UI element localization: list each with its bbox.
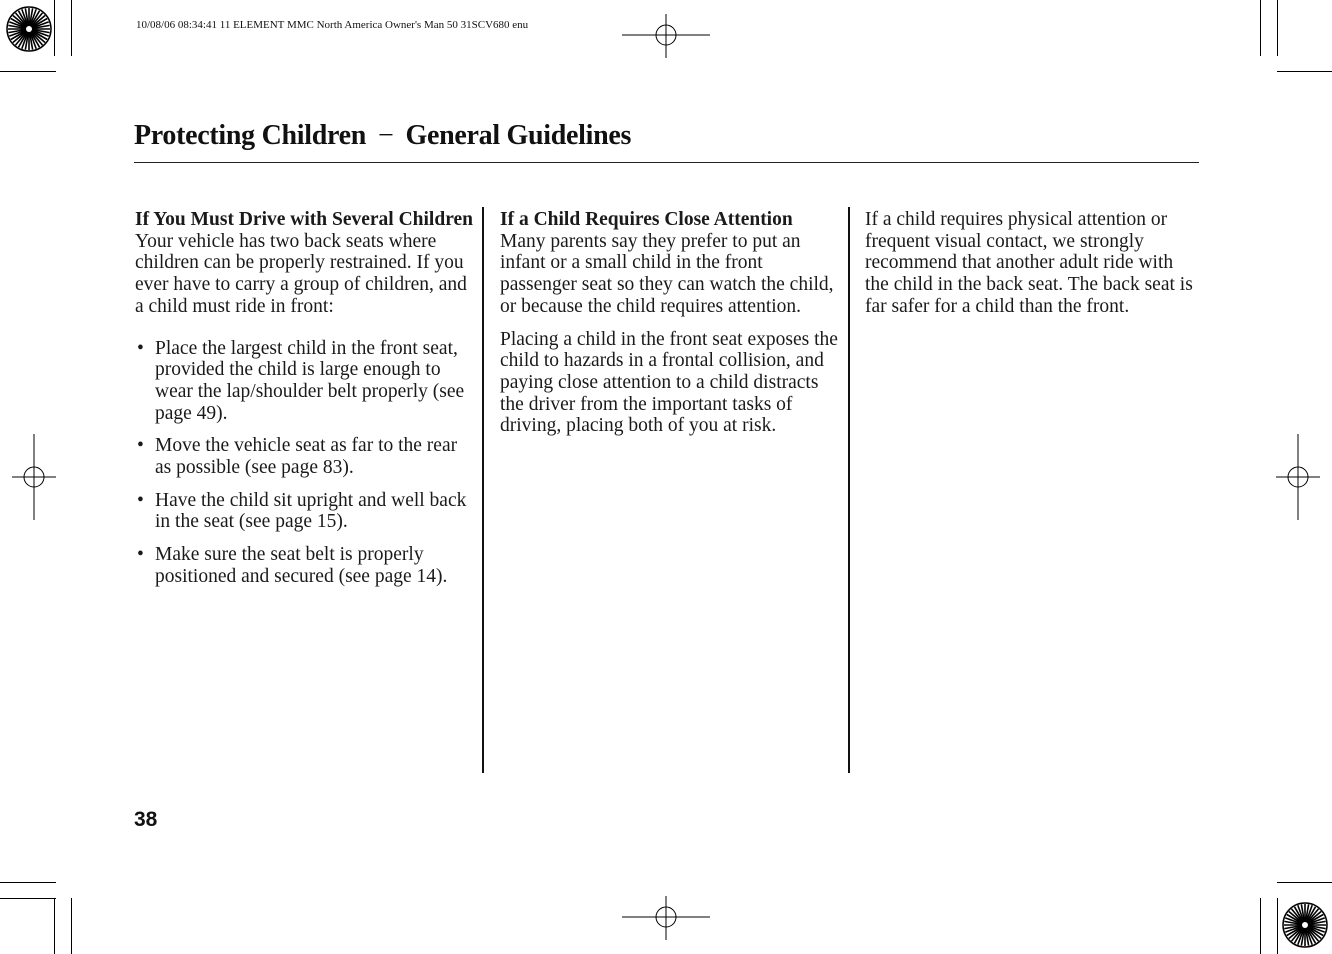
- print-slug: 10/08/06 08:34:41 11 ELEMENT MMC North America Owner's Man 50 31SCV680 enu: [136, 19, 529, 31]
- crop-mark: [0, 882, 56, 883]
- bullet-icon: •: [137, 337, 144, 359]
- title-separator: −: [378, 120, 394, 151]
- crop-mark: [1277, 882, 1332, 883]
- column-close-attention: [500, 209, 838, 448]
- paragraph: Your vehicle has two back seats where children can be properly restrained. If you ever have to carry a group of children, and a child must ride in front:: [135, 230, 467, 317]
- list-item: [135, 544, 475, 587]
- list-item: [135, 338, 475, 425]
- section-heading: If a Child Requires Close Attention: [500, 209, 793, 230]
- section-heading: If You Must Drive with Several Children: [135, 209, 473, 230]
- bullet-list: [135, 338, 475, 588]
- column-several-children: [135, 209, 475, 599]
- list-item-text: Make sure the seat belt is properly positioned and secured (see page 14).: [155, 544, 448, 587]
- crosshair-registration-icon: [622, 896, 710, 940]
- list-item-text: Place the largest child in the front seat, provided the child is large enough to wear the lap/shoulder belt properly (see page 49).: [155, 337, 465, 424]
- crop-mark: [71, 898, 72, 954]
- title-rule: [134, 162, 1199, 163]
- page-number: 38: [134, 808, 158, 831]
- crop-mark: [1277, 71, 1332, 72]
- column-recommendation: [865, 209, 1195, 329]
- crosshair-registration-icon: [622, 14, 710, 58]
- crop-mark: [0, 71, 56, 72]
- crop-mark: [1260, 0, 1261, 56]
- starburst-registration-icon: [4, 4, 54, 54]
- paragraph: If a child requires physical attention or frequent visual contact, we strongly recommend that another adult ride with the child in the back seat. The back seat is far safer for a child than the front.: [865, 209, 1193, 317]
- title-sub: General Guidelines: [405, 120, 632, 151]
- crop-mark: [71, 0, 72, 56]
- list-item-text: Move the vehicle seat as far to the rear as possible (see page 83).: [155, 435, 458, 479]
- bullet-icon: •: [137, 435, 144, 457]
- crop-mark: [54, 898, 55, 954]
- title-main: Protecting Children: [134, 120, 367, 151]
- list-item: [135, 435, 475, 478]
- crop-mark: [54, 0, 55, 56]
- column-divider: [482, 207, 484, 773]
- crop-mark: [0, 898, 56, 899]
- crop-mark: [1260, 898, 1261, 954]
- bullet-icon: •: [137, 544, 144, 566]
- crop-mark: [1277, 898, 1278, 954]
- page-title: [134, 120, 631, 152]
- paragraph: Placing a child in the front seat exposes the child to hazards in a frontal collision, and paying close attention to a child distracts the driver from the important tasks of driving, placing both of you at risk.: [500, 328, 838, 437]
- crop-mark: [1277, 0, 1278, 56]
- crosshair-registration-icon: [1276, 434, 1320, 520]
- bullet-icon: •: [137, 489, 144, 511]
- column-divider: [848, 207, 850, 773]
- list-item-text: Have the child sit upright and well back in the seat (see page 15).: [155, 489, 467, 533]
- paragraph: Many parents say they prefer to put an infant or a small child in the front passenger seat so they can watch the child, or because the child requires attention.: [500, 230, 834, 317]
- starburst-registration-icon: [1280, 900, 1330, 950]
- crosshair-registration-icon: [12, 434, 56, 520]
- list-item: [135, 490, 475, 533]
